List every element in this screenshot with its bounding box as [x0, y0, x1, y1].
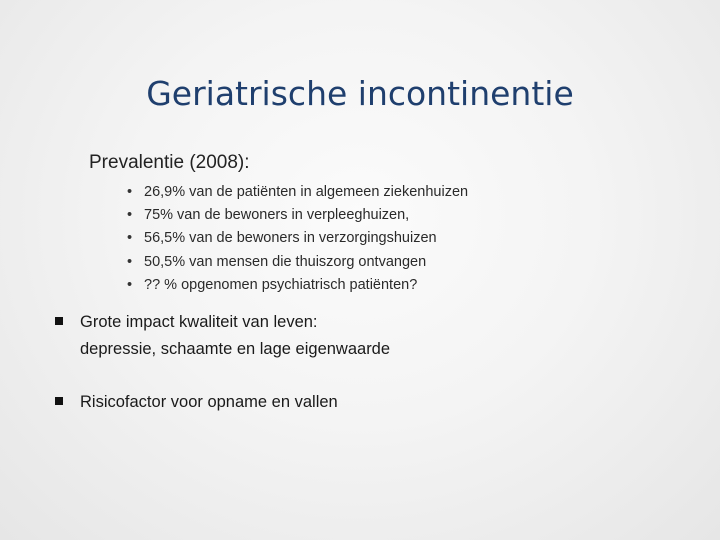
prevalence-item-text: 75% van de bewoners in verpleeghuizen,: [144, 207, 410, 224]
bullet-dot-icon: •: [127, 207, 133, 224]
square-bullet-icon: [55, 317, 63, 325]
impact-point-text: Grote impact kwaliteit van leven:: [80, 313, 318, 331]
impact-point-continuation: depressie, schaamte en lage eigenwaarde: [80, 340, 391, 358]
prevalence-heading: Prevalentie (2008):: [89, 152, 250, 173]
list-item: [127, 181, 468, 204]
list-item: [127, 204, 468, 227]
prevalence-item-text: 26,9% van de patiënten in algemeen ziekenhuizen: [144, 184, 469, 200]
prevalence-item-text: 56,5% van de bewoners in verzorgingshuizen: [144, 230, 437, 247]
list-item: [127, 274, 468, 297]
risk-point-text: Risicofactor voor opname en vallen: [80, 393, 338, 411]
bullet-dot-icon: •: [127, 230, 133, 247]
bullet-dot-icon: •: [127, 253, 133, 270]
list-item: [127, 227, 468, 250]
bullet-dot-icon: •: [127, 184, 133, 200]
slide-title: Geriatrische incontinentie: [146, 74, 574, 113]
square-bullet-icon: [55, 397, 63, 405]
prevalence-list: [127, 181, 468, 297]
list-item: [127, 251, 468, 274]
prevalence-item-text: 50,5% van mensen die thuiszorg ontvangen: [144, 253, 427, 270]
prevalence-item-text: ?? % opgenomen psychiatrisch patiënten?: [144, 276, 418, 293]
bullet-dot-icon: •: [127, 276, 133, 293]
